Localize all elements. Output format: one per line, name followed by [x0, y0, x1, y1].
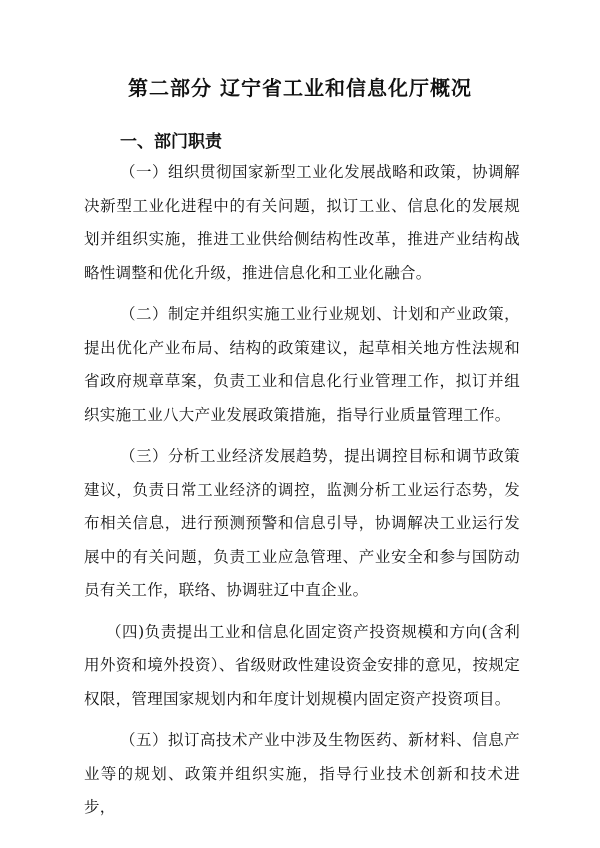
paragraph-3: （三）分析工业经济发展趋势，提出调控目标和调节政策建议，负责日常工业经济的调控，监测分析工业运行态势，发布相关信息，进行预测预警和信息引导，协调解决工业运行发展中的有关问题，负责工业应急管理、产业安全和参与国防动员有关工作，联络、协调驻辽中直企业。: [84, 447, 520, 599]
paragraph-4: （四)负责提出工业和信息化固定资产投资规模和方向(含利用外资和境外投资）、省级财政性建设资金安排的意见，按规定权限，管理国家规划内和年度计划规模内固定资产投资项目。: [84, 622, 520, 708]
paragraph-2: （二）制定并组织实施工业行业规划、计划和产业政策，提出优化产业布局、结构的政策建议，起草相关地方性法规和省政府规章草案，负责工业和信息化行业管理工作，拟订并组织实施工业八大产业发展政策措施，指导行业质量管理工作。: [84, 305, 520, 424]
body-text: [84, 156, 520, 833]
section-heading: 一、部门职责: [120, 132, 222, 152]
paragraph-1: （一）组织贯彻国家新型工业化发展战略和政策，协调解决新型工业化进程中的有关问题，拟订工业、信息化的发展规划并组织实施，推进工业供给侧结构性改革，推进产业结构战略性调整和优化升级，推进信息化和工业化融合。: [84, 163, 520, 282]
paragraph-5: （五）拟订高技术产业中涉及生物医药、新材料、信息产业等的规划、政策并组织实施，指导行业技术创新和技术进步，: [84, 731, 520, 816]
page-title: 第二部分 辽宁省工业和信息化厅概况: [128, 76, 472, 100]
